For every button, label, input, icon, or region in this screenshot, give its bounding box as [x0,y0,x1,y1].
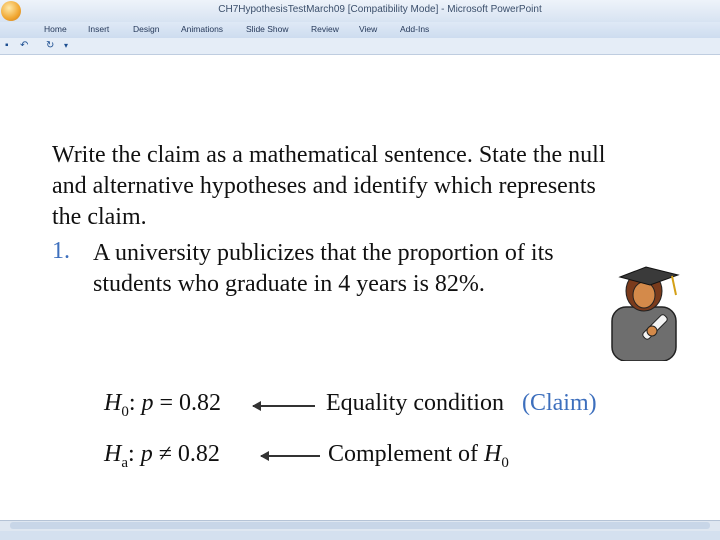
title-bar [0,0,720,23]
horizontal-scrollbar[interactable] [0,520,720,531]
left-arrow-icon [253,405,315,407]
undo-icon[interactable]: ↶ [20,40,29,51]
tab-view[interactable]: View [359,24,378,34]
complement-symbol: H [483,441,502,467]
h0-variable: p [141,390,154,416]
prompt-line: Write the claim as a mathematical sentence. State the null [52,142,606,168]
ha-colon: : [128,441,135,467]
complement-label: Complement of [328,441,484,467]
tab-insert[interactable]: Insert [88,24,110,34]
tab-add-ins[interactable]: Add-Ins [400,24,430,34]
prompt-line: and alternative hypotheses and identify which represents [52,173,596,199]
h0-subscript: 0 [121,403,129,420]
ha-subscript: a [121,454,129,471]
status-bar [0,531,720,540]
tab-design[interactable]: Design [133,24,160,34]
complement-subscript: 0 [501,454,509,471]
claim-label: (Claim) [521,390,597,416]
h0-symbol: H [104,390,122,416]
item-line: A university publicizes that the proportion of its [93,240,554,266]
window-title: CH7HypothesisTestMarch09 [Compatibility Mode] - Microsoft PowerPoint [218,4,542,15]
save-icon[interactable]: ▪ [5,40,9,51]
quick-access-toolbar [0,38,720,55]
item-line: students who graduate in 4 years is 82%. [93,271,485,297]
left-arrow-icon [261,455,320,457]
alternative-hypothesis [104,441,220,472]
h0-relation: = 0.82 [153,390,222,416]
prompt-line: the claim. [52,204,147,230]
graduate-clipart [606,265,686,361]
slide-prompt [52,140,605,233]
redo-icon[interactable]: ↻ [46,40,55,51]
ha-symbol: H [104,441,122,467]
customize-toolbar-icon[interactable]: ▾ [64,41,69,50]
tab-home[interactable]: Home [44,24,67,34]
tab-slide-show[interactable]: Slide Show [246,24,289,34]
null-hypothesis-description [326,390,597,417]
ha-relation: ≠ 0.82 [152,441,220,467]
item-text [93,238,653,300]
equality-label: Equality condition [326,390,504,416]
tab-review[interactable]: Review [311,24,339,34]
tab-animations[interactable]: Animations [181,24,224,34]
h0-colon: : [128,390,136,416]
null-hypothesis [104,390,221,421]
alternative-hypothesis-description [328,441,509,472]
ha-variable: p [140,441,153,467]
item-number: 1. [52,238,70,264]
ribbon-tabs [0,22,720,39]
scrollbar-thumb[interactable] [10,522,710,529]
